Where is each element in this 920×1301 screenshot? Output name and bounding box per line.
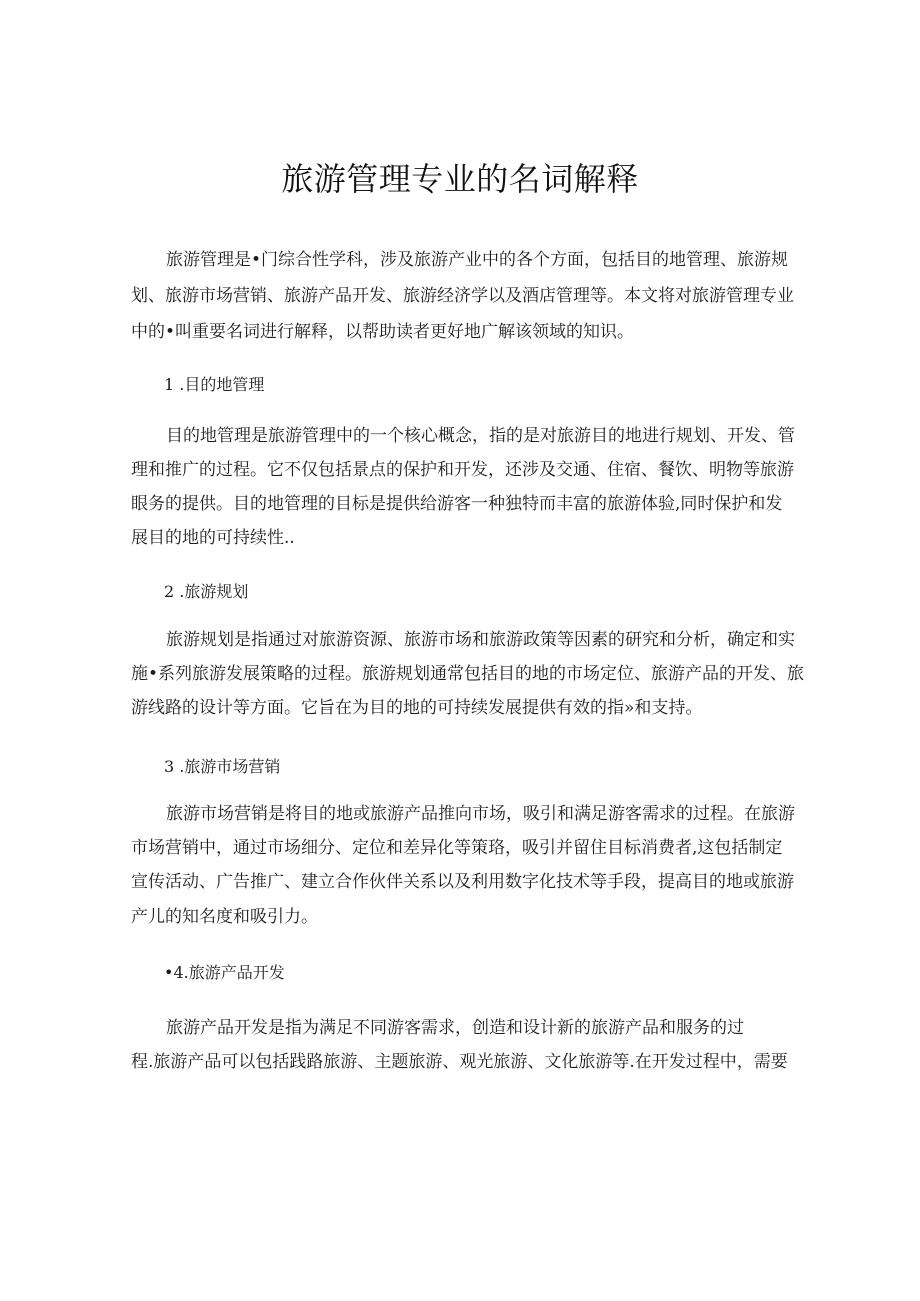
paragraph-line: 展目的地的可持续性..	[131, 528, 295, 548]
paragraph-line: 程.旅游产品可以包括践路旅游、主题旅游、观光旅游、文化旅游等.在开发过程中，需要	[131, 1052, 788, 1072]
paragraph-line: 市场营销中，通过市场细分、定位和差异化等策珞，吸引并留住目标消费者,这包括制定	[131, 838, 783, 858]
document-title: 旅游管理专业的名词解释	[281, 160, 639, 198]
paragraph-line: 施•系列旅游发展策略的过程。旅游规划通常包括目的地的市场定位、旅游产品的开发、旅	[131, 664, 805, 684]
paragraph-line: 划、旅游市场营销、旅游产品开发、旅游经济学以及酒店管理等。本文将对旅游管理专业	[131, 286, 794, 306]
section-heading: 1 .目的地管理	[164, 375, 265, 394]
paragraph-line: 理和推广的过程。它不仅包括景点的保护和开发，还涉及交通、住宿、餐饮、明物等旅游	[131, 460, 794, 480]
paragraph-line: 眼务的提供。目的地管理的目标是提供给游客一种独特而丰富的旅游体验,同时保护和发	[131, 494, 783, 514]
paragraph-line: 旅游规划是指通过对旅游资源、旅游市场和旅游政策等因素的研究和分析，确定和实	[166, 630, 795, 650]
paragraph-line: 旅游产品开发是指为满足不同游客需求，创造和设计新的旅游产品和服务的过	[166, 1018, 744, 1038]
paragraph-line: 旅游市场营销是将目的地或旅游产品推向市场，吸引和满足游客需求的过程。在旅游	[166, 804, 795, 824]
paragraph-line: 中的•叫重要名词进行解释，以帮助读者更好地广解该领域的知识。	[131, 322, 635, 342]
paragraph-line: 宣传活动、广告推广、建立合作伙伴关系以及利用数字化技术等手段，提高目的地或旅游	[131, 872, 794, 892]
paragraph-line: 产儿的知名度和吸引力。	[131, 907, 318, 927]
section-heading: 3 .旅游市场营销	[164, 757, 281, 776]
section-heading: •4.旅游产品开发	[164, 963, 285, 982]
paragraph-line: 旅游管理是•门综合性学科，涉及旅游产业中的各个方面，包括目的地管理、旅游规	[166, 250, 789, 270]
section-heading: 2 .旅游规划	[164, 582, 249, 601]
paragraph-line: 目的地管理是旅游管理中的一个核心概念，指的是对旅游目的地进行规划、开发、管	[166, 426, 795, 446]
paragraph-line: 游线路的设计等方面。它旨在为目的地的可持续发展提供有效的指»和支持。	[131, 698, 703, 718]
